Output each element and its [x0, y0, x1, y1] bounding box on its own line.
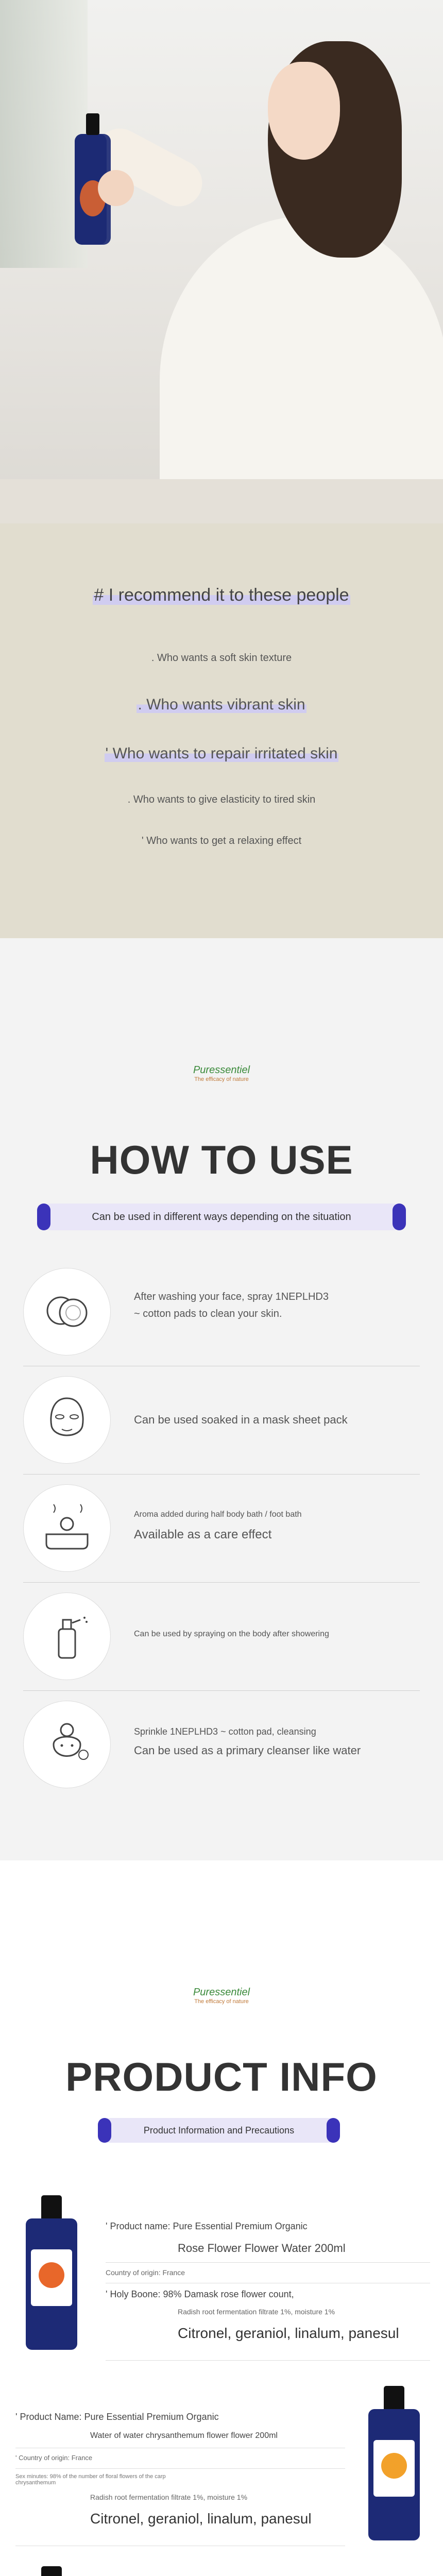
usage-row: [23, 1268, 420, 1366]
woman-face: [268, 62, 340, 160]
woman-sweater: [160, 216, 443, 523]
row-divider: [15, 2468, 345, 2469]
product-name-label: ' Product name: Pure Essential Premium Organic: [106, 2221, 308, 2231]
how-to-use-pill-text: Can be used in different ways depending on the situation: [92, 1211, 351, 1223]
recommend-item: [0, 745, 443, 762]
product-extra: Citronel, geraniol, linalum, panesul: [178, 2325, 399, 2341]
usage-row-subtext: ~ cotton pads to clean your skin.: [134, 1308, 282, 1319]
product-info-section: [0, 1860, 443, 2576]
woman-hand: [98, 170, 134, 206]
product-name-value: Water of water chrysanthemum flower flower 200ml: [90, 2431, 278, 2440]
usage-row-text: Can be used by spraying on the body after showering: [134, 1630, 329, 1638]
spray-bottle-icon: [23, 1592, 111, 1680]
usage-row: [23, 1376, 420, 1474]
product-info-title: PRODUCT INFO: [65, 2054, 378, 2099]
usage-row: [23, 1484, 420, 1582]
product-info-pill-text: Product Information and Precautions: [143, 2125, 295, 2136]
recommend-item-text: . Who wants vibrant skin: [138, 696, 305, 713]
usage-row-text: Aroma added during half body bath / foot bath: [134, 1510, 302, 1519]
face-cleansing-icon: [23, 1701, 111, 1788]
brand-logo: [170, 1987, 273, 2005]
brand-tagline: The efficacy of nature: [194, 1998, 249, 2005]
row-divider: [23, 1690, 420, 1691]
how-to-use-section: [0, 938, 443, 1860]
recommend-title-text: # I recommend it to these people: [94, 585, 349, 605]
table-surface: [0, 479, 443, 523]
usage-row: [23, 1701, 420, 1799]
rose-flower-icon: [39, 2262, 64, 2288]
usage-row-text: After washing your face, spray 1NEPLHD3: [134, 1291, 329, 1302]
hero-image: [0, 0, 443, 523]
recommend-item: . Who wants to give elasticity to tired skin: [127, 794, 316, 805]
brand-tagline: The efficacy of nature: [194, 1076, 249, 1082]
usage-row-text: Can be used soaked in a mask sheet pack: [134, 1413, 348, 1426]
mask-sheet-icon: [23, 1376, 111, 1464]
product-country: ' Country of origin: France: [15, 2454, 93, 2462]
product-card: [0, 2376, 443, 2551]
usage-row-subtext: Available as a care effect: [134, 1528, 272, 1541]
how-to-use-pill: [37, 1204, 406, 1230]
bath-icon: [23, 1484, 111, 1572]
product-ingredients: ' Holy Boone: 98% Damask rose flower count,: [106, 2289, 294, 2299]
recommend-title: [0, 585, 443, 605]
product-ingredients-detail: Radish root fermentation filtrate 1%, moisture 1%: [90, 2493, 248, 2501]
product-name-value: Rose Flower Flower Water 200ml: [178, 2242, 346, 2255]
row-divider: [23, 1474, 420, 1475]
product-ingredients-detail: Radish root fermentation filtrate 1%, moisture 1%: [178, 2308, 335, 2316]
recommend-item: . Who wants a soft skin texture: [151, 652, 292, 664]
usage-row-text: Sprinkle 1NEPLHD3 ~ cotton pad, cleansing: [134, 1726, 316, 1737]
row-divider: [106, 2360, 430, 2361]
product-card: [0, 2190, 443, 2365]
usage-row-subtext: Can be used as a primary cleanser like water: [134, 1744, 361, 1757]
cotton-pads-icon: [23, 1268, 111, 1355]
product-extra: Citronel, geraniol, linalum, panesul: [90, 2511, 312, 2527]
brand-name: Puressentiel: [193, 1987, 250, 1998]
brand-name: Puressentiel: [193, 1064, 250, 1076]
row-divider: [106, 2262, 430, 2263]
product-card: [0, 2561, 443, 2576]
recommend-section: [0, 523, 443, 938]
product-info-pill: [98, 2118, 340, 2143]
product-ingredients: Sex minutes: 98% of the number of floral flowers of the carp chrysanthemum: [15, 2473, 166, 2486]
chrysanthemum-flower-icon: [381, 2453, 407, 2479]
product-name-label: ' Product Name: Pure Essential Premium Organic: [15, 2412, 219, 2422]
product-bottle-image: [23, 2566, 80, 2576]
recommend-item-text: ' Who wants to repair irritated skin: [105, 745, 338, 762]
product-bottle-image: [23, 2195, 80, 2350]
usage-row: [23, 1592, 420, 1690]
product-bottle-image: [366, 2386, 422, 2540]
brand-logo: [170, 1064, 273, 1082]
product-country: Country of origin: France: [106, 2268, 185, 2277]
how-to-use-title: HOW TO USE: [90, 1137, 353, 1182]
row-divider: [23, 1582, 420, 1583]
recommend-item: ' Who wants to get a relaxing effect: [141, 835, 302, 846]
recommend-item: [0, 696, 443, 714]
